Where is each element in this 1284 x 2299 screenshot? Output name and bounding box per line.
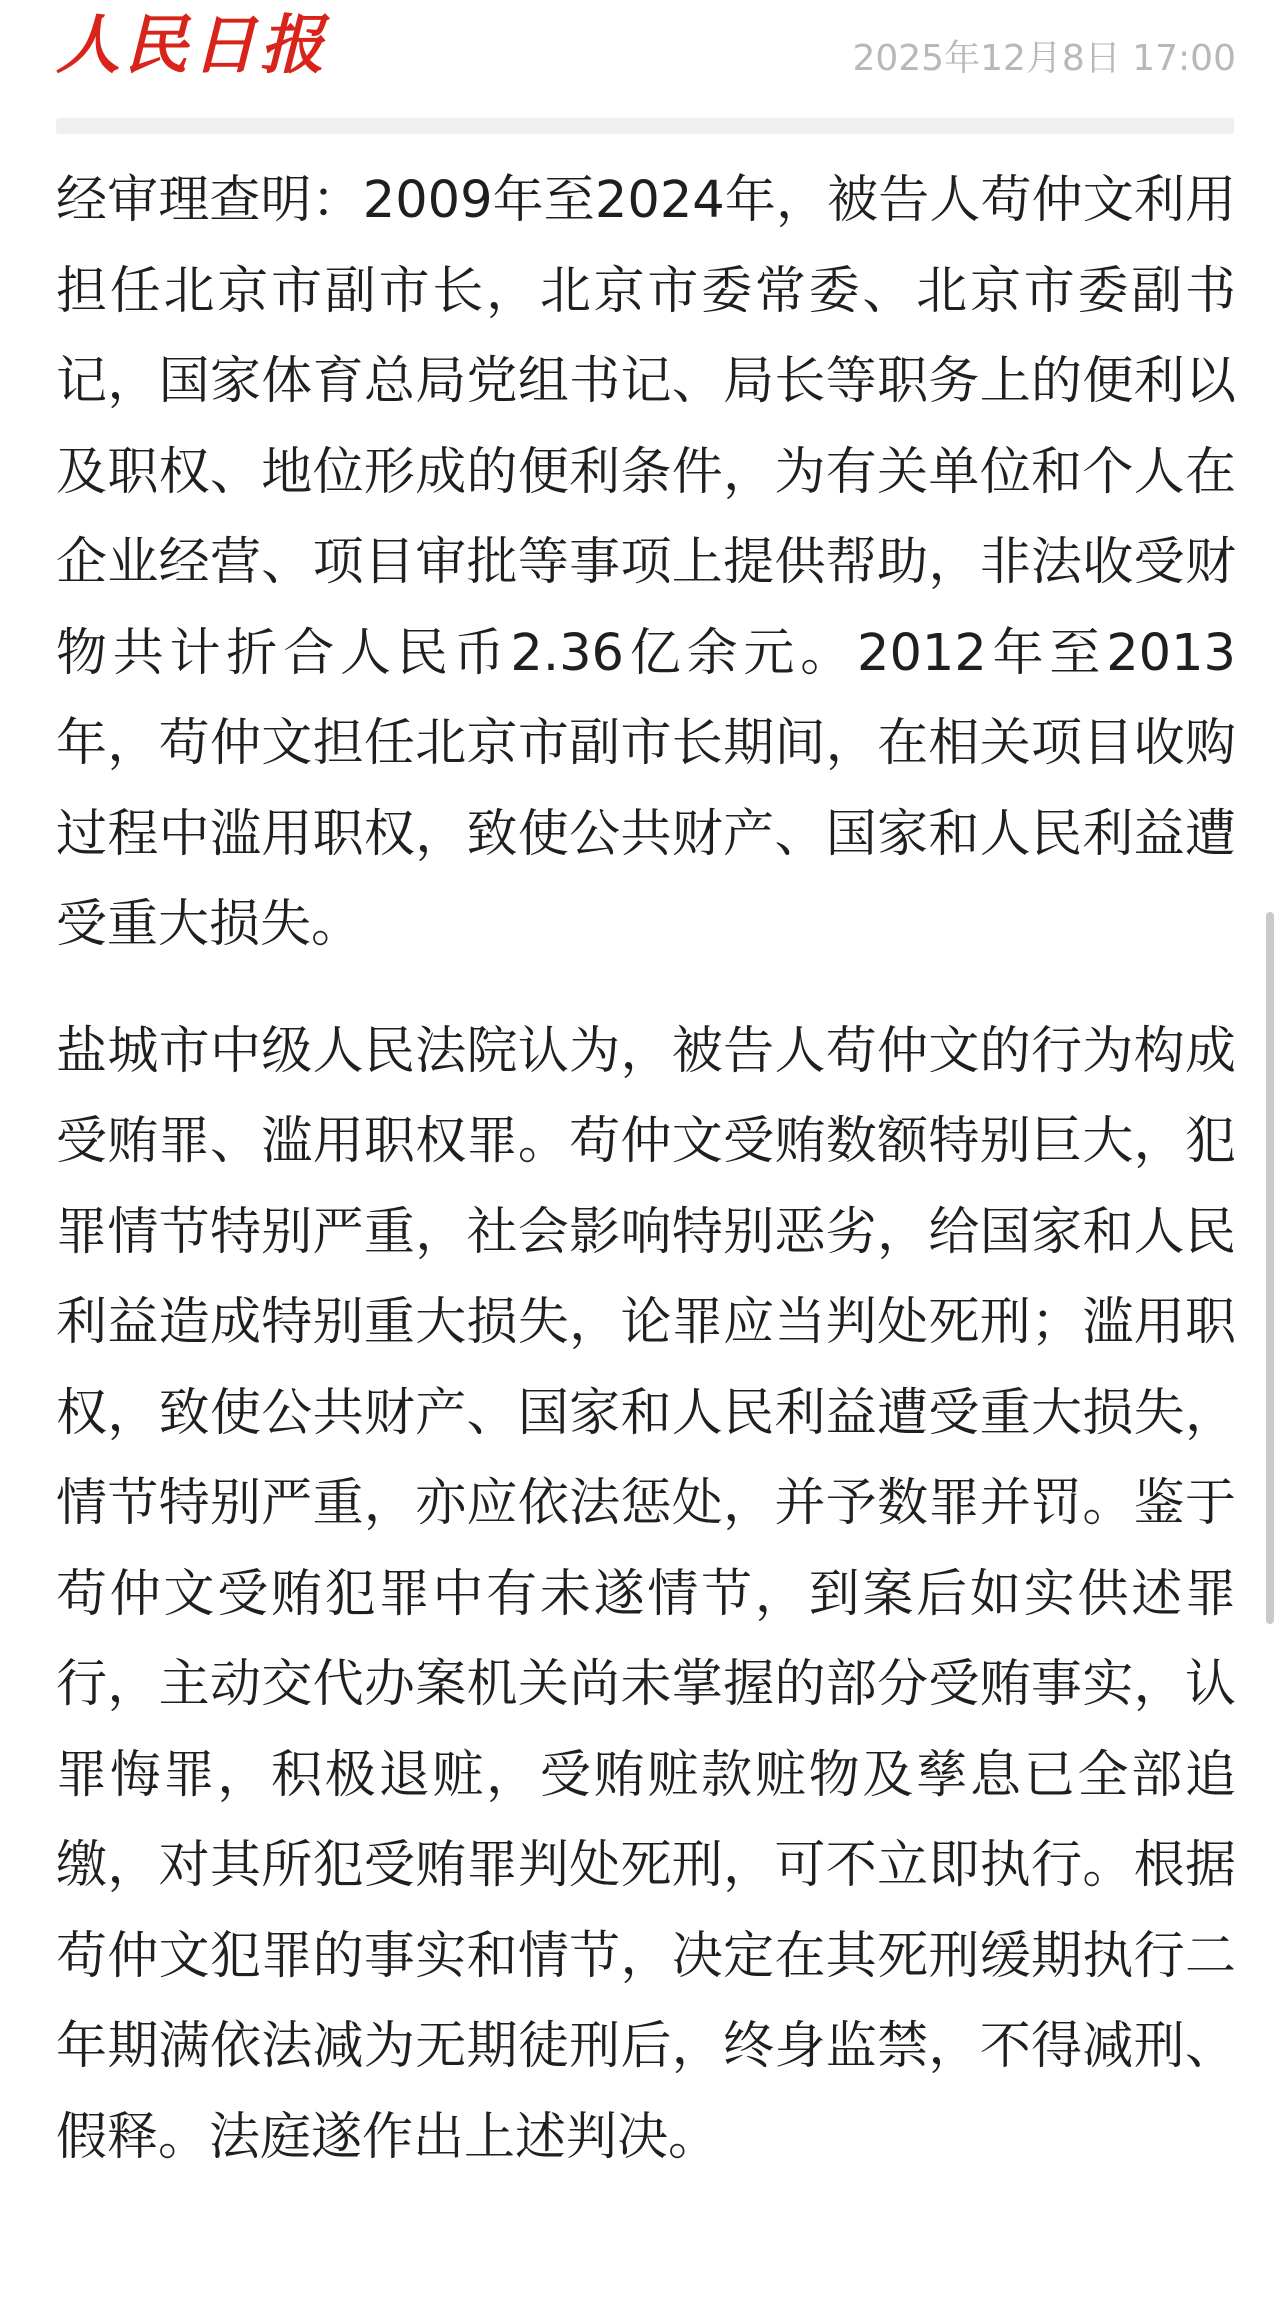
article-body	[56, 156, 1236, 2183]
article-paragraph: 经审理查明：2009年至2024年，被告人苟仲文利用担任北京市副市长，北京市委常委、北京市委副书记，国家体育总局党组书记、局长等职务上的便利以及职权、地位形成的便利条件，为有关单位和个人在企业经营、项目审批等事项上提供帮助，非法收受财物共计折合人民币2.36亿余元。2012年至2013年，苟仲文担任北京市副市长期间，在相关项目收购过程中滥用职权，致使公共财产、国家和人民利益遭受重大损失。	[56, 171, 1236, 954]
publish-datetime: 2025年12月8日 17:00	[852, 38, 1236, 79]
scrollbar[interactable]	[1266, 912, 1274, 1624]
people-daily-logo: 人民日报	[56, 8, 328, 83]
header-divider	[56, 118, 1234, 134]
article-paragraph: 盐城市中级人民法院认为，被告人苟仲文的行为构成受贿罪、滥用职权罪。苟仲文受贿数额特别巨大，犯罪情节特别严重，社会影响特别恶劣，给国家和人民利益造成特别重大损失，论罪应当判处死刑；滥用职权，致使公共财产、国家和人民利益遭受重大损失，情节特别严重，亦应依法惩处，并予数罪并罚。鉴于苟仲文受贿犯罪中有未遂情节，到案后如实供述罪行，主动交代办案机关尚未掌握的部分受贿事实，认罪悔罪，积极退赃，受贿赃款赃物及孳息已全部追缴，对其所犯受贿罪判处死刑，可不立即执行。根据苟仲文犯罪的事实和情节，决定在其死刑缓期执行二年期满依法减为无期徒刑后，终身监禁，不得减刑、假释。法庭遂作出上述判决。	[56, 1021, 1236, 2167]
header	[0, 0, 1284, 118]
